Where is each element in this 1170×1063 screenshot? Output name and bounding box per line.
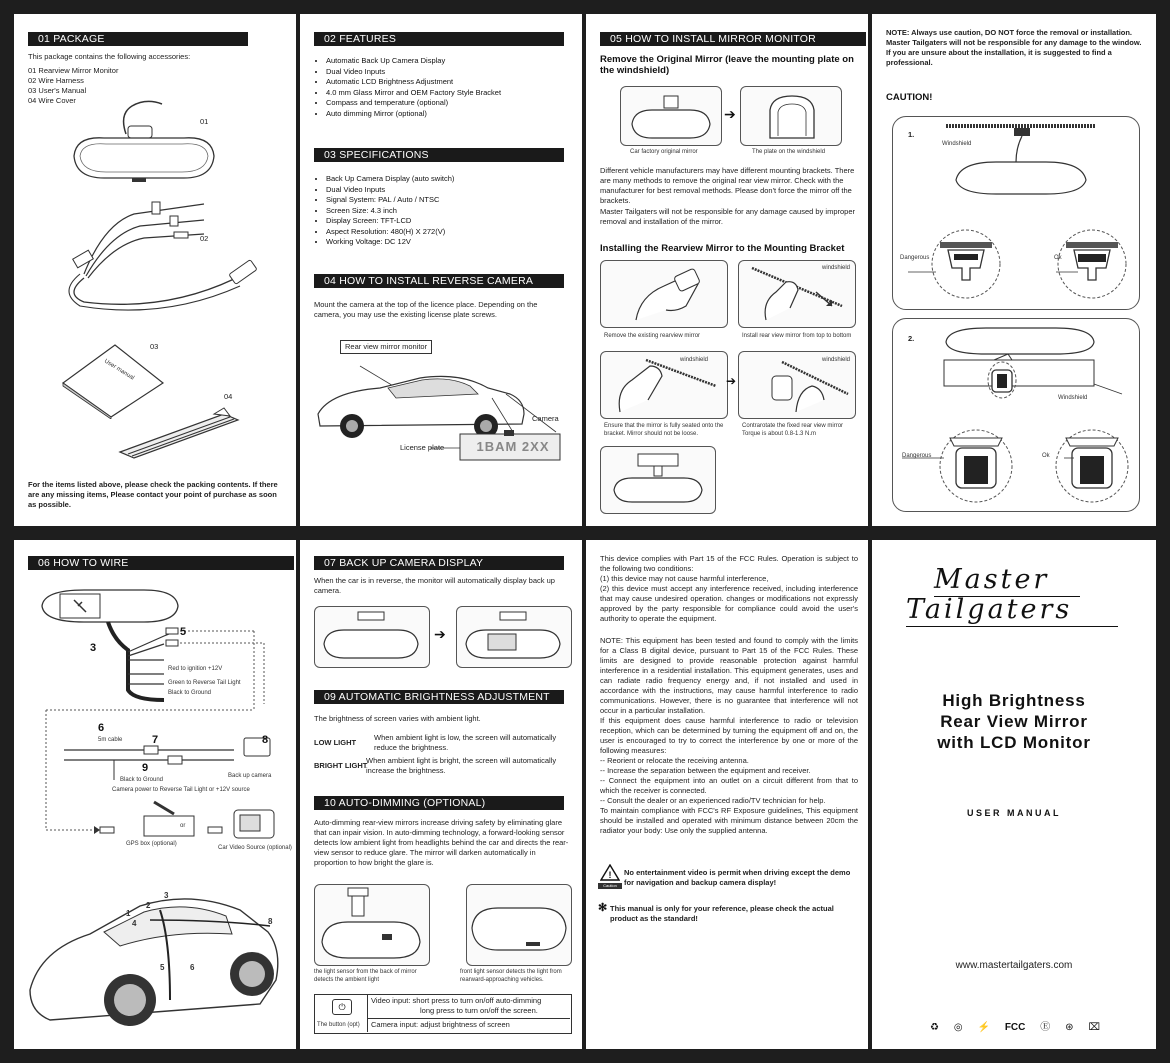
car-callout: 5 xyxy=(160,963,165,972)
car-callout: 4 xyxy=(132,919,137,928)
mirror-illustration xyxy=(64,94,224,194)
panel-caution xyxy=(872,14,1156,526)
caption-original: Car factory original mirror xyxy=(630,149,698,155)
caption-step-install: Install rear view mirror from top to bottom xyxy=(742,333,852,339)
camera-text: Mount the camera at the top of the licence place. Depending on the camera, you may use the existing license plate screws. xyxy=(314,300,538,319)
remove-disclaimer: Master Tailgaters will not be responsible for any damage caused by improper removal and installation of the mirror. xyxy=(600,207,855,226)
section-header-wiring: 06 HOW TO WIRE xyxy=(28,556,294,570)
plate-drawing xyxy=(762,92,822,142)
recycle-icon: ♻ xyxy=(930,1022,939,1033)
cover-title-line3: with LCD Monitor xyxy=(937,733,1091,752)
panel-camera-display xyxy=(300,540,582,1049)
caption-step-seat: Ensure that the mirror is fully seated onto the bracket. Mirror should not be loose. xyxy=(604,423,724,437)
warning-text: No entertainment video is permit when driving except the demo for navigation and backup camera display! xyxy=(624,868,851,887)
step-remove-drawing xyxy=(616,266,716,322)
wire-label-black-ground: Black to Ground xyxy=(120,777,164,783)
feature-item: • Automatic LCD Brightness Adjustment xyxy=(326,77,576,88)
arrow-icon: ➔ xyxy=(724,106,736,122)
ok-label: Ok xyxy=(1042,453,1050,459)
low-light-label: LOW LIGHT xyxy=(314,738,357,747)
label-license-plate: License plate xyxy=(400,443,445,452)
dangerous-label: Dangerous xyxy=(900,255,930,261)
fcc-statement: This device complies with Part 15 of the FCC Rules. Operation is subject to the following two conditions: (1) this device may not cause harmful interference, (2) this device must accept any interference received, including interference that may cause undesired operation. changes or modifications not expressly approved by the party responsible for compliance could avoid the user's authority to operate the equipment. xyxy=(600,554,858,623)
windshield-label: windshield xyxy=(822,357,851,363)
spec-item: • Display Screen: TFT-LCD xyxy=(326,216,576,227)
cable-label: 5m cable xyxy=(98,737,123,743)
car-callout: 3 xyxy=(164,891,169,900)
panel-install-mirror xyxy=(586,14,868,526)
windshield-label: Windshield xyxy=(942,141,972,147)
callout-number: 3 xyxy=(90,642,97,654)
bright-light-text: When ambient light is bright, the screen will automatically increase the brightness. xyxy=(366,756,557,775)
wire-label-red: Red to ignition +12V xyxy=(168,666,223,672)
spec-item: • Working Voltage: DC 12V xyxy=(326,237,576,248)
label-02: 02 xyxy=(200,234,209,243)
caption-back-sensor: the light sensor from the back of mirror detects the ambient light xyxy=(314,969,417,983)
label-04: 04 xyxy=(224,392,233,401)
auto-dimming-text: Auto-dimming rear-view mirrors increase driving safety by eliminating glare that can inpair vision. In auto-dimming technology, a forward-looking sensor detects low ambient light from headlights behind the car and directs the rear-view sensor to reduce glare. The mirror will darken automatically in proportion to how bright the glare is. xyxy=(314,818,569,867)
car-callout: 6 xyxy=(190,963,195,972)
or-label: or xyxy=(180,823,186,829)
panel-features xyxy=(300,14,582,526)
car-callout: 1 xyxy=(126,909,131,918)
section-header-specs: 03 SPECIFICATIONS xyxy=(314,148,564,162)
label-03: 03 xyxy=(150,342,159,351)
spec-item: • Back Up Camera Display (auto switch) xyxy=(326,174,576,185)
svg-text:!: ! xyxy=(608,870,612,880)
remove-body: Different vehicle manufacturers may have different mounting brackets. There are many methods to remove the original rear view mirror. Check with the manufacturer for best removal methods. Please don't force the mirror off the brackets. xyxy=(600,166,855,205)
section-header-backup-display: 07 BACK UP CAMERA DISPLAY xyxy=(314,556,564,570)
warning-icon xyxy=(600,864,620,882)
caption-step-rotate: Contrarotate the fixed rear view mirror Torque is about 0.8-1.3 N.m xyxy=(742,423,844,437)
feature-item: • Auto dimming Mirror (optional) xyxy=(326,109,576,120)
button-label: The button (opt) xyxy=(317,1022,360,1028)
panel-wiring xyxy=(14,540,296,1049)
car-callout: 8 xyxy=(268,917,273,926)
lead-free-icon: ⚡ xyxy=(977,1022,990,1033)
step-install-drawing xyxy=(746,264,846,322)
license-plate-text: 1BAM 2XX xyxy=(476,439,550,454)
spec-item: • Signal System: PAL / Auto / NTSC xyxy=(326,195,576,206)
section-header-package: 01 PACKAGE xyxy=(28,32,248,46)
asterisk-icon: ✻ xyxy=(598,902,608,914)
section-header-install-mirror: 05 HOW TO INSTALL MIRROR MONITOR xyxy=(600,32,866,46)
package-item: 03 User's Manual xyxy=(28,86,87,95)
label-camera: Camera xyxy=(532,414,559,423)
package-item: 02 Wire Harness xyxy=(28,76,84,85)
cert-marks xyxy=(930,1022,1100,1034)
arrow-icon: ➔ xyxy=(434,626,446,642)
caution-drawing-1 xyxy=(896,118,1136,306)
fcc-icon: FCC xyxy=(1004,1022,1026,1033)
windshield-label: windshield xyxy=(822,265,851,271)
package-item: 01 Rearview Mirror Monitor xyxy=(28,66,119,75)
callout-number: 8 xyxy=(262,734,269,746)
specs-list xyxy=(316,174,576,248)
panel-cover xyxy=(872,540,1156,1049)
caution-heading: CAUTION! xyxy=(886,92,933,103)
weee-icon: ⌧ xyxy=(1088,1022,1100,1033)
bright-light-label: BRIGHT LIGHT xyxy=(314,761,368,770)
section-header-camera: 04 HOW TO INSTALL REVERSE CAMERA xyxy=(314,274,564,288)
rohs-icon: ⊛ xyxy=(1065,1022,1074,1033)
caption-step-remove: Remove the existing rearview mirror xyxy=(604,333,701,339)
caution-tag: Caution xyxy=(598,883,622,889)
callout-number: 5 xyxy=(180,626,187,638)
gps-box-label: GPS box (optional) xyxy=(126,841,177,847)
caption-front-sensor: front light sensor detects the light from rearward-approaching vehicles. xyxy=(460,969,562,983)
camera-input-text: Camera input: adjust brightness of screen xyxy=(371,1020,510,1029)
ok-label: Ok xyxy=(1054,255,1062,261)
spec-item: • Screen Size: 4.3 inch xyxy=(326,206,576,217)
car-callout: 2 xyxy=(146,901,151,910)
caution-note: NOTE: Always use caution, DO NOT force the removal or installation. Master Tailgaters will not be responsible for any damage to the window. If you are unsure about the installation, it is suggested to find a professional. xyxy=(886,28,1142,67)
figure-number: 2. xyxy=(908,334,915,343)
label-01: 01 xyxy=(200,117,209,126)
low-light-text: When ambient light is low, the screen will automatically reduce the brightness. xyxy=(374,733,557,752)
brightness-text: The brightness of screen varies with ambient light. xyxy=(314,714,481,723)
package-footer: For the items listed above, please check the packing contents. If there are any missing items, Please contact your point of purchase as soon as possible. xyxy=(28,480,278,509)
manual-cover-text: User manual xyxy=(102,358,136,382)
fcc-note: NOTE: This equipment has been tested and found to comply with the limits for a Class B digital device, pursuant to Part 15 of the FCC Rules. These limits are designed to provide reasonable protection against harmful interference in a residential installation. This equipment generates, uses and can radiate radio frequency energy and, if not installed and used in accordance with the instructions, may cause harmful interference to radio communications. However, there is no guarantee that interference will not occur in a particular installation. If this equipment does cause harmful interference to radio or television reception, which can be determined by turning the equipment off and on, the user is encouraged to try to correct the interference by one or more of the following measures: -- Reorient or relocate the receiving antenna. -- Increase the separation between the equipment and receiver. -- Connect the equipment into an outlet on a circuit different from that to which the receiver is connected. -- Consult the dealer or an experienced radio/TV technician for help. To maintain compliance with FCC's RF Exposure guidelines, This equipment should be installed and operated with minimum distance between 20cm the radiator your body: Use only the supplied antenna. xyxy=(600,636,858,835)
back-sensor-drawing xyxy=(318,886,424,962)
front-sensor-drawing xyxy=(468,898,568,958)
label-mirror-monitor: Rear view mirror monitor xyxy=(340,340,432,354)
subheading-remove: Remove the Original Mirror (leave the mounting plate on the windshield) xyxy=(600,54,854,76)
callout-number: 6 xyxy=(98,722,105,734)
original-mirror-drawing xyxy=(626,94,716,144)
section-header-features: 02 FEATURES xyxy=(314,32,564,46)
brand-logo-master: Master xyxy=(934,564,1050,595)
button-table-hline xyxy=(367,1018,570,1019)
backup-display-text: When the car is in reverse, the monitor will automatically display back up camera. xyxy=(314,576,555,595)
panel-fcc xyxy=(586,540,868,1049)
car-video-label: Car Video Source (optional) xyxy=(218,845,292,851)
car-rear-illustration xyxy=(310,354,570,474)
brand-underline xyxy=(906,626,1118,627)
wire-label-black: Black to Ground xyxy=(168,690,212,696)
feature-item: • Compass and temperature (optional) xyxy=(326,98,576,109)
callout-number: 7 xyxy=(152,734,159,746)
package-item: 04 Wire Cover xyxy=(28,96,76,105)
mirror-camera-drawing xyxy=(460,610,566,662)
spec-item: • Aspect Resolution: 480(H) X 272(V) xyxy=(326,227,576,238)
feature-item: • Dual Video Inputs xyxy=(326,67,576,78)
wire-harness-illustration xyxy=(44,194,264,324)
brand-logo-tailgaters: Tailgaters xyxy=(906,594,1073,625)
wire-label-green: Green to Reverse Tail Light xyxy=(168,680,241,686)
power-button-icon[interactable]: ⏻ xyxy=(332,999,352,1015)
video-input-text: Video input: short press to turn on/off auto-dimming xyxy=(371,996,542,1005)
callout-number: 9 xyxy=(142,762,149,774)
reference-text: This manual is only for your reference, please check the actual product as the standard! xyxy=(610,904,834,923)
figure-number: 1. xyxy=(908,130,915,139)
windshield-label: Windshield xyxy=(1058,395,1088,401)
cover-title-line1: High Brightness xyxy=(942,691,1086,710)
subheading-installing: Installing the Rearview Mirror to the Mounting Bracket xyxy=(600,243,845,254)
button-table-divider xyxy=(367,994,368,1032)
caption-plate: The plate on the windshield xyxy=(752,149,826,155)
step-final-drawing xyxy=(608,450,708,508)
user-manual-label: USER MANUAL xyxy=(967,808,1061,818)
e-mark-icon: Ⓔ xyxy=(1040,1022,1051,1033)
feature-item: • 4.0 mm Glass Mirror and OEM Factory Style Bracket xyxy=(326,88,576,99)
caution-drawing-2 xyxy=(896,320,1136,508)
cover-title-line2: Rear View Mirror xyxy=(940,712,1088,731)
windshield-label: windshield xyxy=(680,357,709,363)
wiring-diagram xyxy=(24,580,294,850)
video-input-text-2: long press to turn on/off the screen. xyxy=(420,1006,538,1015)
camera-power-label: Camera power to Reverse Tail Light or +12V source xyxy=(112,787,250,793)
feature-item: • Automatic Back Up Camera Display xyxy=(326,56,576,67)
arrow-icon: ➔ xyxy=(726,374,737,388)
ccc-icon: ◎ xyxy=(953,1022,963,1033)
panel-package xyxy=(14,14,296,526)
wire-cover-illustration xyxy=(114,404,244,464)
spec-item: • Dual Video Inputs xyxy=(326,185,576,196)
car-diagram xyxy=(20,880,290,1045)
mirror-normal-drawing xyxy=(318,610,424,662)
features-list xyxy=(316,56,576,119)
package-intro: This package contains the following accessories: xyxy=(28,52,191,61)
section-header-brightness: 09 AUTOMATIC BRIGHTNESS ADJUSTMENT xyxy=(314,690,564,704)
website-url[interactable]: www.mastertailgaters.com xyxy=(955,960,1073,971)
backup-camera-label: Back up camera xyxy=(228,773,272,779)
dangerous-label: Dangerous xyxy=(902,453,932,459)
section-header-auto-dimming: 10 AUTO-DIMMING (OPTIONAL) xyxy=(314,796,564,810)
